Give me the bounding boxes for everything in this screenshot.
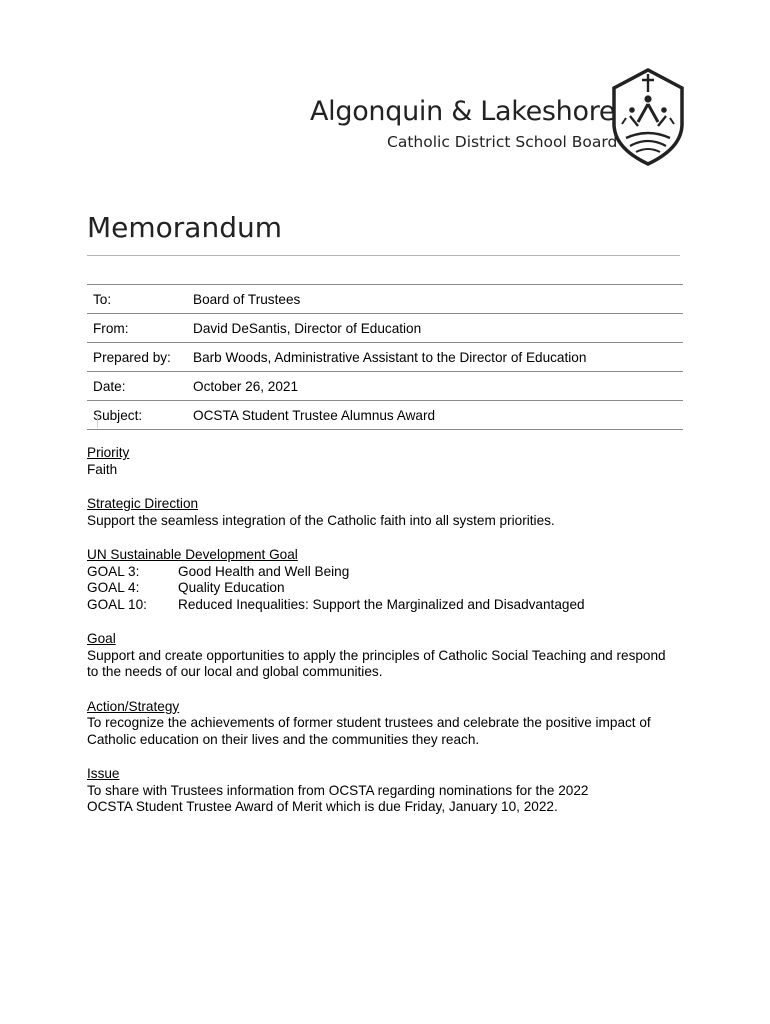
meta-label: Subject: [93,408,143,423]
meta-label: Date: [93,379,126,394]
section-heading: Strategic Direction [87,496,199,511]
meta-label: Prepared by: [93,350,171,365]
goal-item [87,564,687,581]
meta-row-to [87,284,683,313]
letterhead [0,0,770,180]
section-heading: UN Sustainable Development Goal [87,547,298,562]
section-line: OCSTA Student Trustee Award of Merit which is due Friday, January 10, 2022. [87,799,558,814]
memo-title: Memorandum [87,211,283,244]
section-action-strategy [87,699,687,749]
section-goal [87,631,687,681]
board-subtitle: Catholic District School Board [387,133,618,151]
section-line: Catholic education on their lives and the communities they reach. [87,731,480,747]
goal-item [87,597,687,614]
goal-item [87,580,687,597]
meta-value: Board of Trustees [193,292,301,307]
section-priority [87,445,687,478]
section-text: Faith [87,461,118,477]
meta-label: To: [93,292,112,307]
table-column-divider [97,414,98,428]
section-line: Support and create opportunities to apply the principles of Catholic Social Teaching and respond [87,647,666,663]
section-un-goals [87,547,687,613]
section-heading: Issue [87,766,120,781]
section-heading: Priority [87,445,130,460]
section-issue [87,766,687,816]
goal-code: GOAL 4: [87,580,140,595]
meta-row-from [87,313,683,342]
goal-code: GOAL 10: [87,596,147,612]
meta-row-prepared-by [87,342,683,371]
meta-row-subject [87,400,683,430]
memo-header-table [87,284,683,430]
meta-row-date [87,371,683,400]
goal-text: Reduced Inequalities: Support the Marginalized and Disadvantaged [178,596,585,612]
meta-label: From: [93,321,129,336]
section-text: Support the seamless integration of the Catholic faith into all system priorities. [87,512,555,528]
crest-logo-icon [608,66,688,166]
meta-value: OCSTA Student Trustee Alumnus Award [193,408,436,423]
section-heading: Goal [87,631,116,646]
section-strategic-direction [87,496,687,529]
board-name: Algonquin & Lakeshore [310,96,616,127]
goal-text: Quality Education [178,580,285,595]
section-line: To recognize the achievements of former student trustees and celebrate the positive impact of [87,715,651,730]
section-line: To share with Trustees information from OCSTA regarding nominations for the 2022 [87,782,589,798]
meta-value: David DeSantis, Director of Education [193,321,422,336]
memo-body [87,445,687,834]
meta-value: Barb Woods, Administrative Assistant to the Director of Education [193,350,587,365]
section-line: to the needs of our local and global communities. [87,664,383,679]
title-divider [87,255,680,256]
goal-code: GOAL 3: [87,563,140,579]
goal-text: Good Health and Well Being [178,563,350,579]
meta-value: October 26, 2021 [193,379,299,394]
section-heading: Action/Strategy [87,698,180,714]
